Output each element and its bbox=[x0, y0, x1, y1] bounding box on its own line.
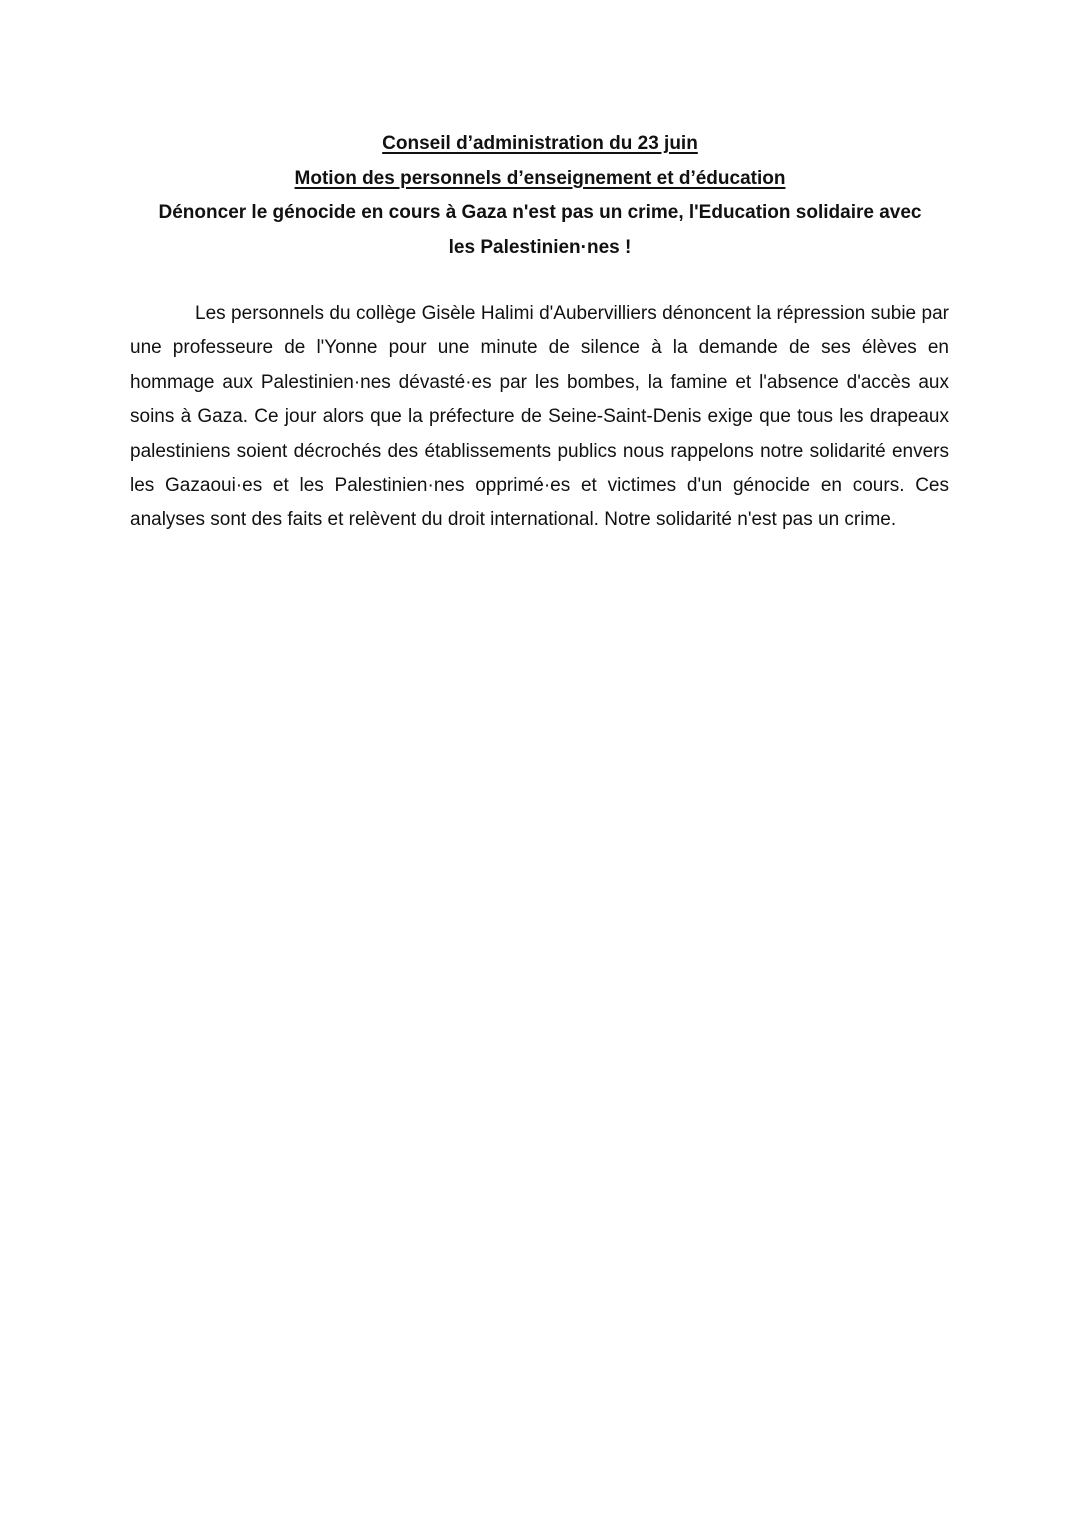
document-title: Conseil d’administration du 23 juin bbox=[382, 133, 698, 154]
document-heading bbox=[130, 127, 950, 265]
body-paragraph: Les personnels du collège Gisèle Halimi d'Aubervilliers dénoncent la répression subie par une professeure de l'Yonne pour une minute de silence à la demande de ses élèves en hommage aux Palestinien·nes dévasté·es par les bombes, la famine et l'absence d'accès aux soins à Gaza. Ce jour alors que la préfecture de Seine-Saint-Denis exige que tous les drapeaux palestiniens soient décrochés des établissements publics nous rappelons notre solidarité envers les Gazaoui·es et les Palestinien·nes opprimé·es et victimes d'un génocide en cours. Ces analyses sont des faits et relèvent du droit international. Notre solidarité n'est pas un crime. bbox=[130, 303, 949, 531]
document-subtitle: Motion des personnels d’enseignement et d’éducation bbox=[294, 167, 786, 189]
headline-line-2: les Palestinien·nes ! bbox=[448, 236, 632, 258]
headline-line-1: Dénoncer le génocide en cours à Gaza n'est pas un crime, l'Education solidaire avec bbox=[158, 202, 922, 223]
